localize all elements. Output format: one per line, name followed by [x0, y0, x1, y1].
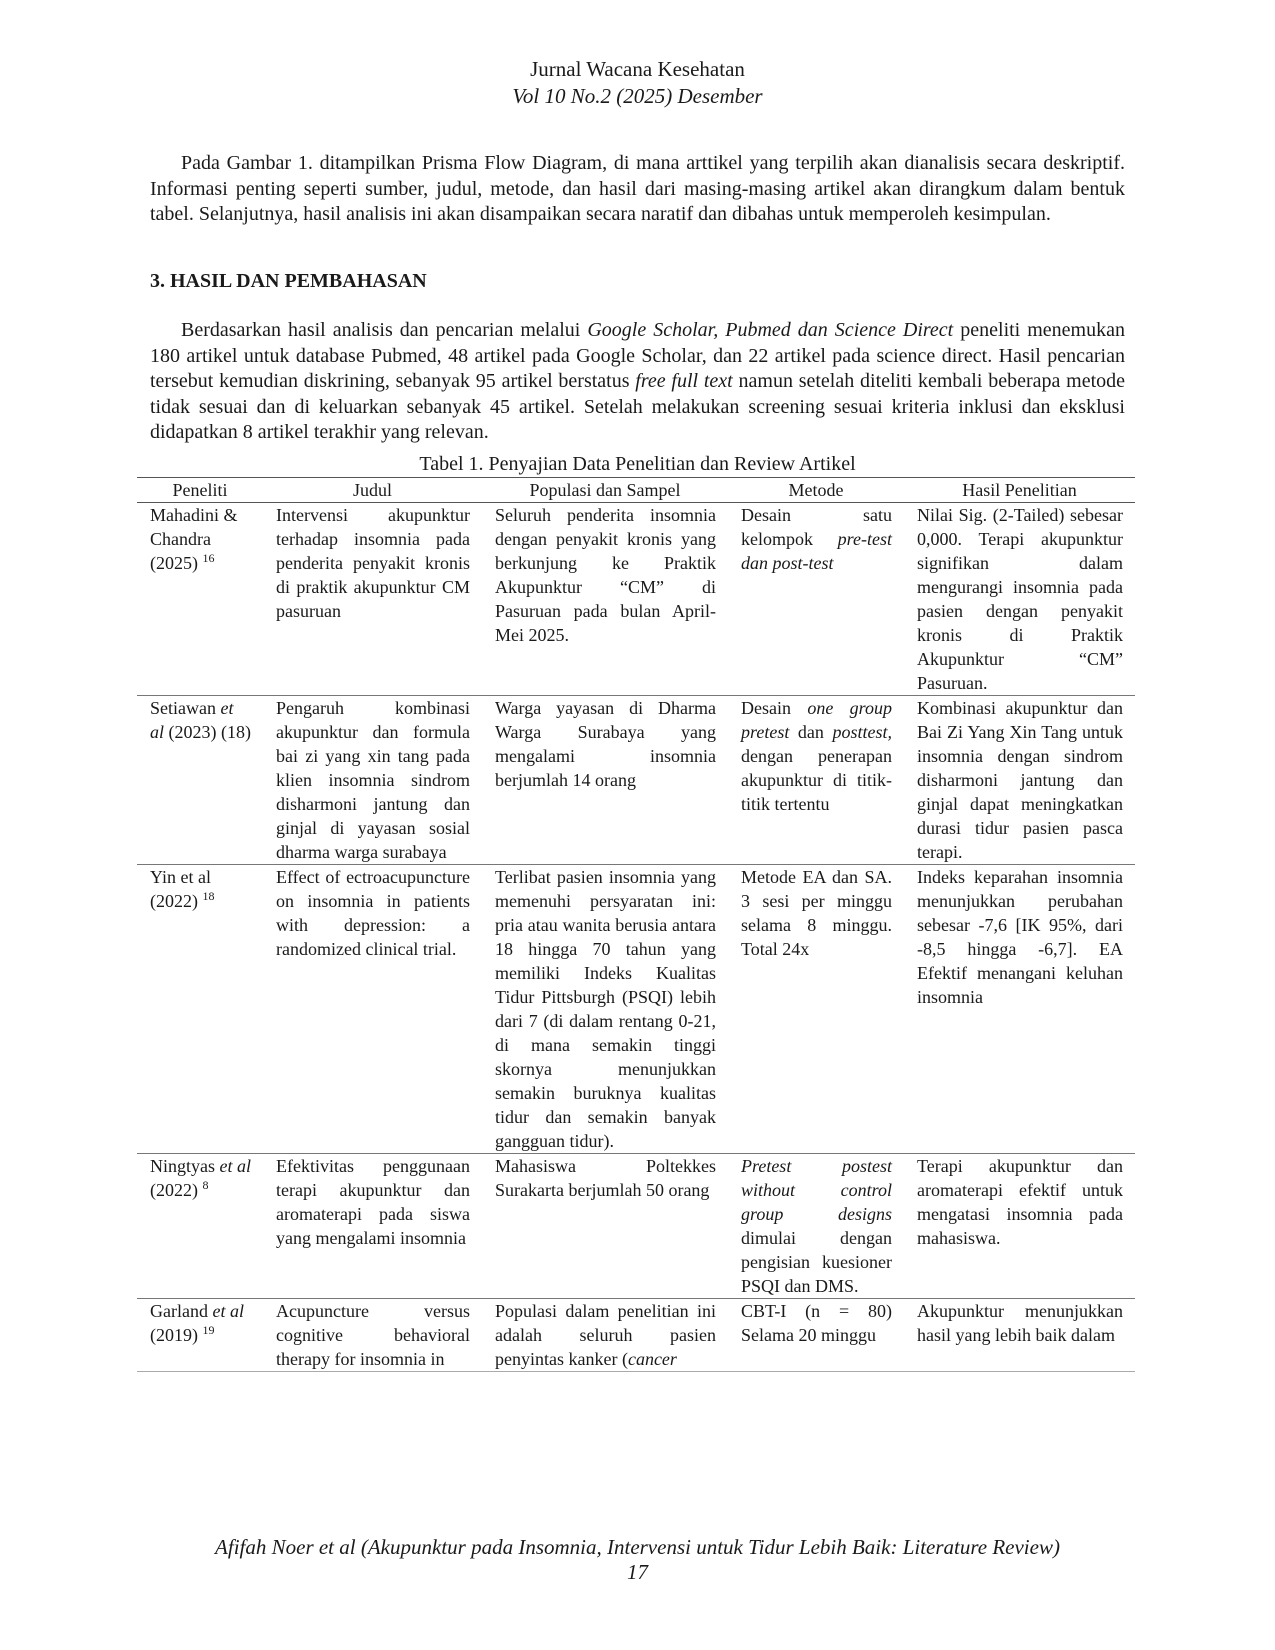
page-footer — [0, 1535, 1275, 1585]
table-row — [137, 1154, 1135, 1299]
cell-peneliti: Garland et al (2019) $^{19}$ — [150, 1301, 244, 1345]
footer-citation: Afifah Noer et al (Akupunktur pada Insomnia, Intervensi untuk Tidur Lebih Baik: Literature Review) — [215, 1535, 1060, 1559]
table-row — [137, 503, 1135, 696]
col-header-peneliti: Peneliti — [137, 478, 263, 503]
table-caption: Tabel 1. Penyajian Data Penelitian dan Review Artikel — [419, 453, 856, 475]
cell-metode: CBT-I (n = 80) Selama 20 minggu — [741, 1301, 892, 1345]
cell-hasil: Indeks keparahan insomnia menunjukkan perubahan sebesar -7,6 [IK 95%, dari -8,5 hingga -6,7]. EA Efektif menangani keluhan insomnia — [917, 867, 1123, 1007]
cell-judul: Efektivitas penggunaan terapi akupunktur dan aromaterapi pada siswa yang mengalami insomnia — [276, 1156, 470, 1248]
cell-hasil: Terapi akupunktur dan aromaterapi efektif untuk mengatasi insomnia pada mahasiswa. — [917, 1156, 1123, 1248]
paragraph-prisma: Pada Gambar 1. ditampilkan Prisma Flow Diagram, di mana arttikel yang terpilih akan dianalisis secara deskriptif. Informasi penting seperti sumber, judul, metode, dan hasil dari masing-masing artikel akan dirangkum dalam bentuk tabel. Selanjutnya, hasil analisis ini akan disampaikan secara naratif dan dibahas untuk memperoleh kesimpulan. — [150, 152, 1125, 226]
cell-metode: Pretest postest without control group designs dimulai dengan pengisian kuesioner PSQI dan DMS. — [741, 1156, 892, 1296]
cell-peneliti: Mahadini & Chandra (2025) $^{16}$ — [150, 505, 238, 573]
cell-metode: Desain one group pretest dan posttest, dengan penerapan akupunktur di titik-titik tertentu — [741, 698, 892, 814]
journal-title: Jurnal Wacana Kesehatan — [530, 57, 745, 81]
col-header-metode: Metode — [728, 478, 904, 503]
cell-metode: Metode EA dan SA. 3 sesi per minggu selama 8 minggu. Total 24x — [741, 867, 892, 959]
table-row — [137, 865, 1135, 1154]
col-header-populasi: Populasi dan Sampel — [482, 478, 728, 503]
table-row — [137, 696, 1135, 865]
cell-peneliti: Yin et al (2022) $^{18}$ — [150, 867, 215, 911]
col-header-judul: Judul — [263, 478, 482, 503]
section-heading: 3. HASIL DAN PEMBAHASAN — [150, 270, 427, 292]
cell-populasi: Warga yayasan di Dharma Warga Surabaya yang mengalami insomnia berjumlah 14 orang — [495, 698, 716, 790]
paragraph-results: Berdasarkan hasil analisis dan pencarian melalui Google Scholar, Pubmed dan Science Direct peneliti menemukan 180 artikel untuk database Pubmed, 48 artikel pada Google Scholar, dan 22 artikel pada science direct. Hasil pencarian tersebut kemudian diskrining, sebanyak 95 artikel berstatus free full text namun setelah diteliti kembali beberapa metode tidak sesuai dan di keluarkan sebanyak 45 artikel. Setelah melakukan screening sesuai kriteria inklusi dan eksklusi didapatkan 8 artikel terakhir yang relevan. — [150, 319, 1126, 444]
cell-judul: Acupuncture versus cognitive behavioral therapy for insomnia in — [276, 1301, 470, 1369]
cell-judul: Intervensi akupunktur terhadap insomnia pada penderita penyakit kronis di praktik akupunktur CM pasuruan — [276, 505, 470, 621]
page-number: 17 — [627, 1560, 648, 1584]
cell-judul: Effect of ectroacupuncture on insomnia in patients with depression: a randomized clinical trial. — [276, 867, 470, 959]
cell-populasi: Seluruh penderita insomnia dengan penyakit kronis yang berkunjung ke Praktik Akupunktur “CM” di Pasuruan pada bulan April-Mei 2025. — [495, 505, 716, 645]
cell-peneliti: Ningtyas et al (2022) $^8$ — [150, 1156, 251, 1200]
cell-populasi: Terlibat pasien insomnia yang memenuhi persyaratan ini: pria atau wanita berusia antara 18 hingga 70 tahun yang memiliki Indeks Kualitas Tidur Pittsburgh (PSQI) lebih dari 7 (di dalam rentang 0-21, di mana semakin tinggi skornya menunjukkan semakin buruknya kualitas tidur dan semakin banyak gangguan tidur). — [495, 867, 716, 1151]
cell-peneliti: Setiawan et al (2023) (18) — [150, 698, 251, 742]
cell-judul: Pengaruh kombinasi akupunktur dan formula bai zi yang xin tang pada klien insomnia sindrom disharmoni jantung dan ginjal di yayasan sosial dharma warga surabaya — [276, 698, 470, 862]
cell-populasi: Mahasiswa Poltekkes Surakarta berjumlah 50 orang — [495, 1156, 716, 1200]
page-header — [0, 56, 1275, 110]
cell-metode: Desain satu kelompok pre-test dan post-test — [741, 505, 892, 573]
cell-hasil: Nilai Sig. (2-Tailed) sebesar 0,000. Terapi akupunktur signifikan dalam mengurangi insomnia pada pasien dengan penyakit kronis di Praktik Akupunktur “CM” Pasuruan. — [917, 505, 1123, 693]
review-table — [137, 477, 1135, 1372]
cell-hasil: Kombinasi akupunktur dan Bai Zi Yang Xin Tang untuk insomnia dengan sindrom disharmoni jantung dan ginjal dapat meningkatkan durasi tidur pasien pasca terapi. — [917, 698, 1123, 862]
journal-volume: Vol 10 No.2 (2025) Desember — [512, 84, 763, 108]
cell-hasil: Akupunktur menunjukkan hasil yang lebih baik dalam — [917, 1301, 1123, 1345]
col-header-hasil: Hasil Penelitian — [904, 478, 1135, 503]
cell-populasi: Populasi dalam penelitian ini adalah seluruh pasien penyintas kanker (cancer — [495, 1301, 716, 1369]
table-header-row — [137, 478, 1135, 503]
table-row — [137, 1299, 1135, 1372]
